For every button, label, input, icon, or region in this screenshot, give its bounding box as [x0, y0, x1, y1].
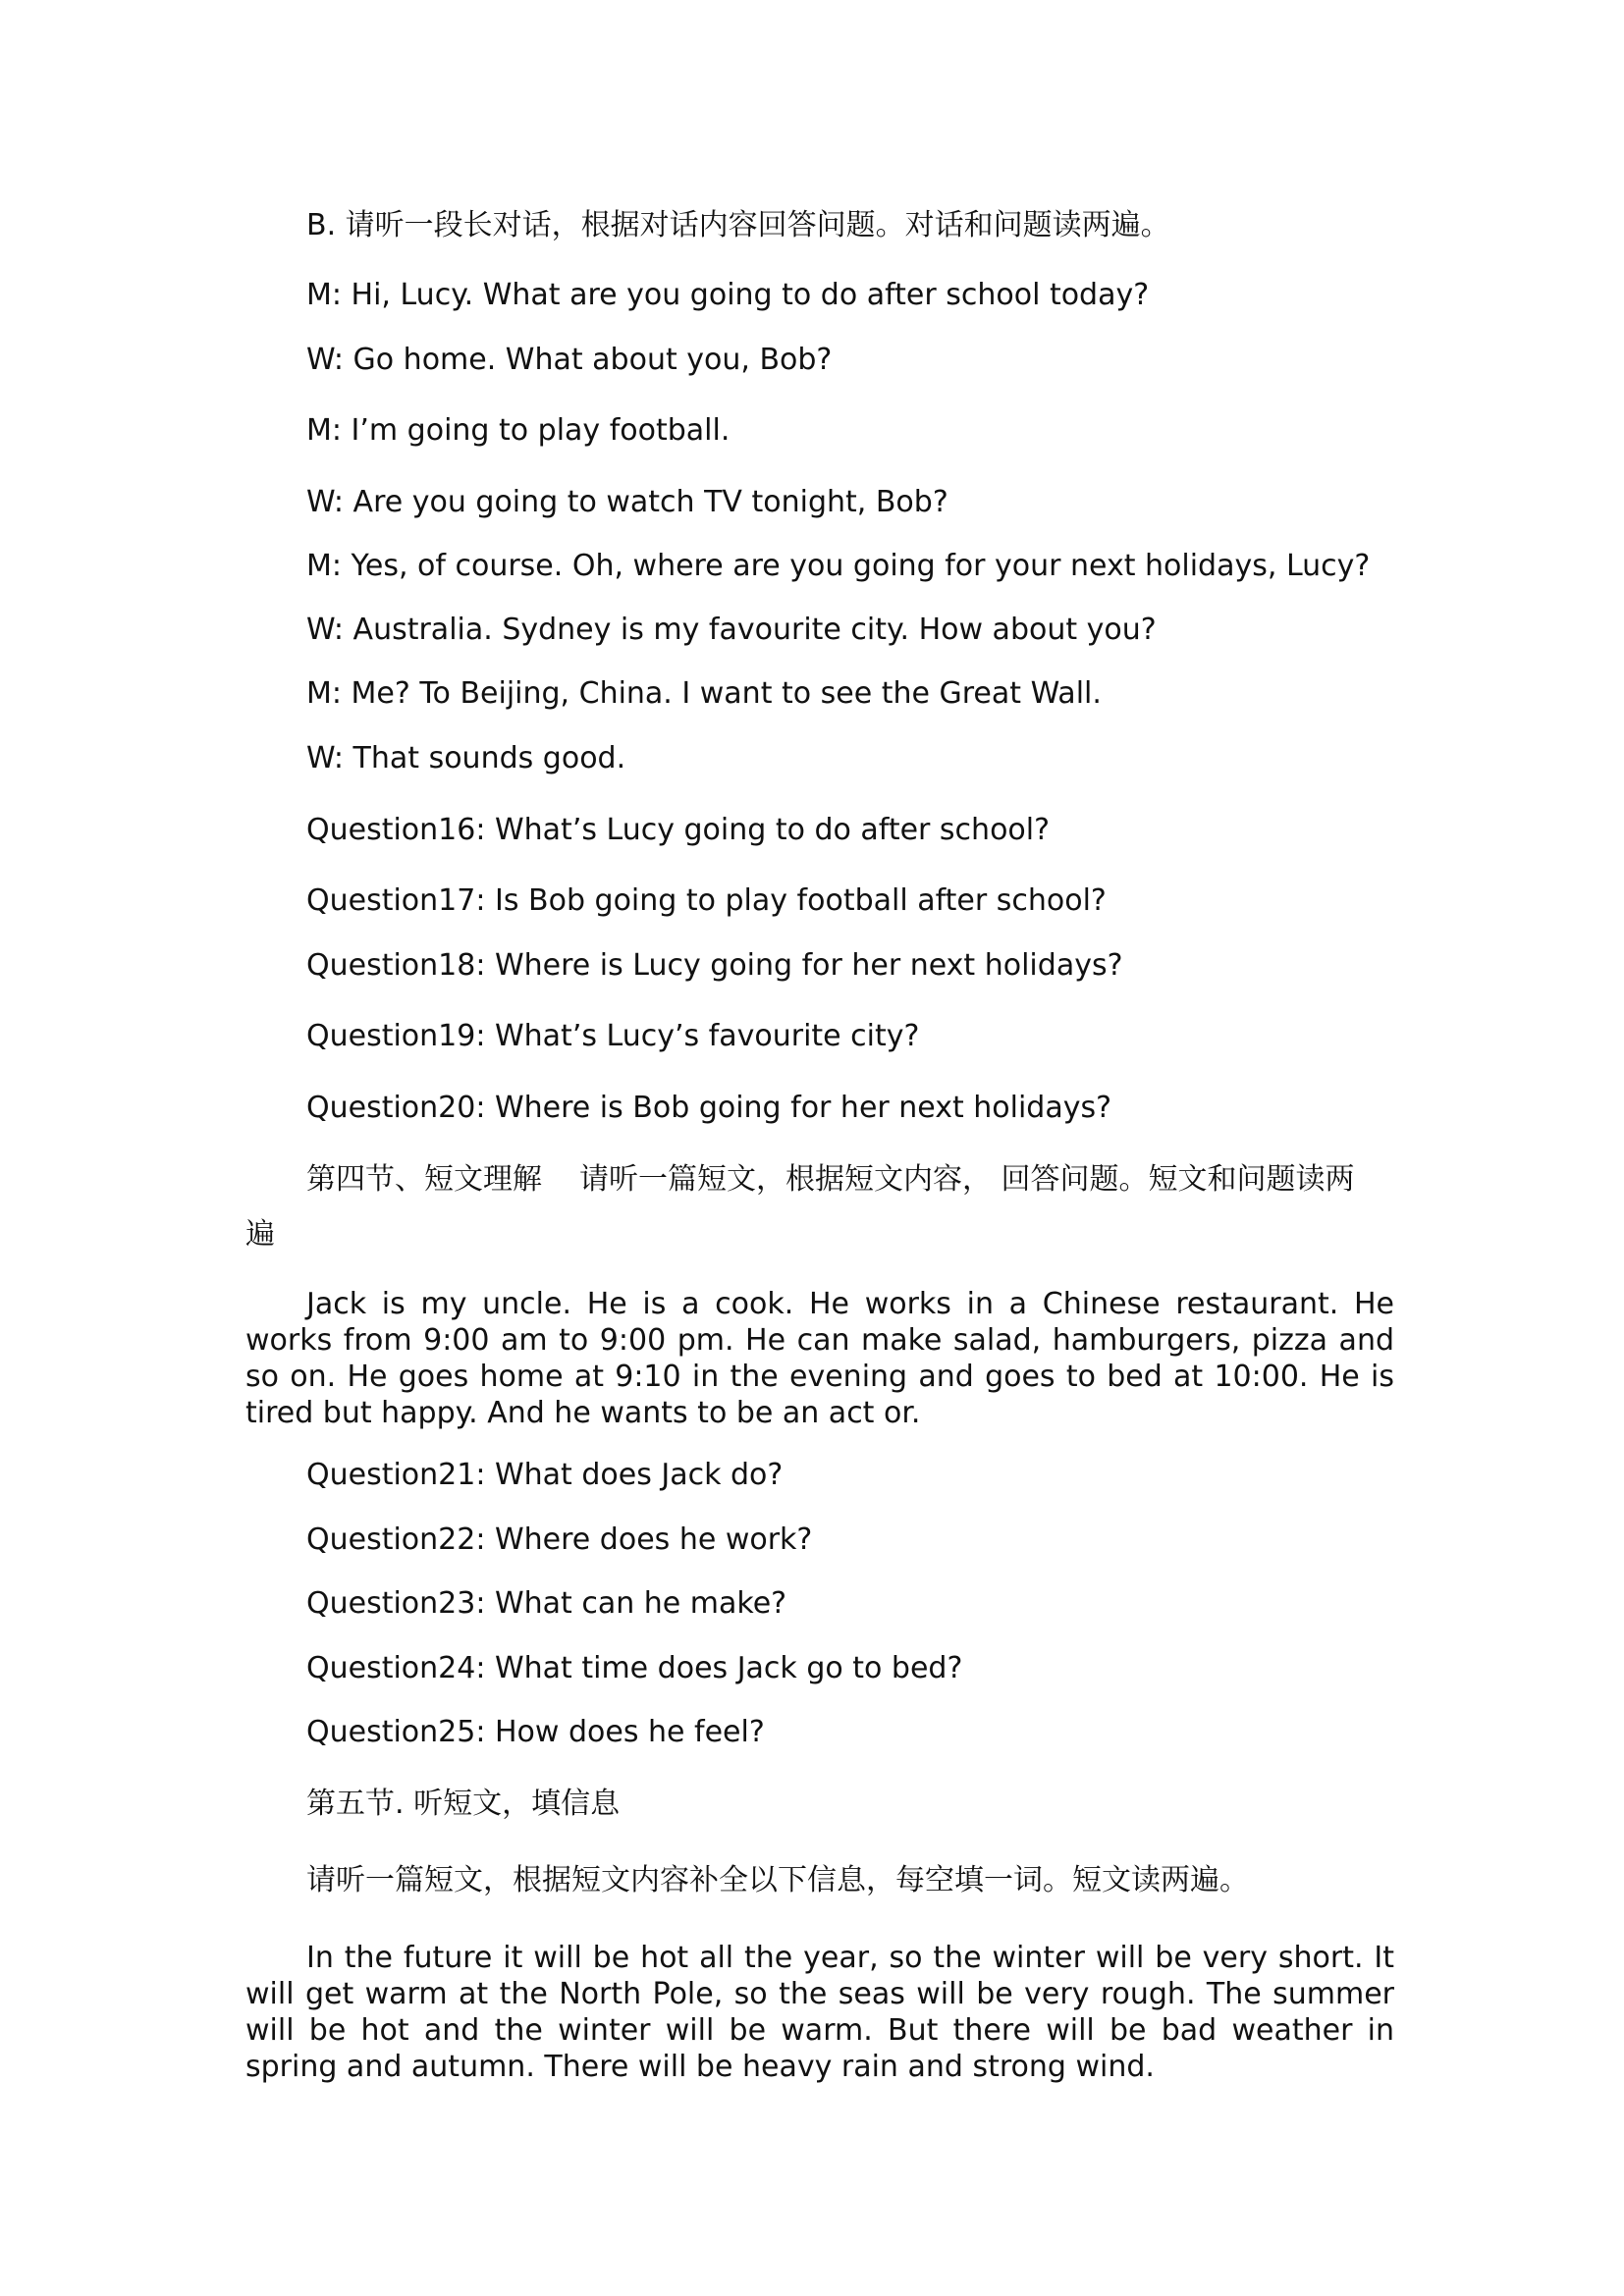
question-line: Question25: How does he feel?: [306, 1715, 765, 1749]
question-line: Question21: What does Jack do?: [306, 1458, 784, 1492]
section-5-instruction: 请听一篇短文，根据短文内容补全以下信息，每空填一词。短文读两遍。: [306, 1863, 1249, 1897]
dialogue-line: M: Hi, Lucy. What are you going to do after school today?: [306, 278, 1150, 312]
dialogue-line: W: Australia. Sydney is my favourite city. How about you?: [306, 613, 1157, 647]
question-line: Question17: Is Bob going to play football after school?: [306, 883, 1107, 918]
section-4-heading-continued: 遍: [245, 1217, 275, 1252]
dialogue-line: W: That sounds good.: [306, 741, 626, 775]
question-line: Question18: Where is Lucy going for her next holidays?: [306, 948, 1123, 983]
question-line: Question23: What can he make?: [306, 1586, 787, 1621]
dialogue-line: M: Yes, of course. Oh, where are you going for your next holidays, Lucy?: [306, 549, 1371, 583]
section-4-title: 第四节、短文理解: [306, 1162, 542, 1197]
dialogue-line: W: Go home. What about you, Bob?: [306, 343, 833, 377]
section-4-passage: Jack is my uncle. He is a cook. He works in a Chinese restaurant. He works from 9:00 am to 9:00 pm. He can make salad, hamburgers, pizza and so on. He goes home at 9:10 in the evening and goes to bed at 10:00. He is tired but happy. And he wants to be an act or.: [245, 1287, 1394, 1430]
section-5-passage: In the future it will be hot all the year, so the winter will be very short. It will get warm at the North Pole, so the seas will be very rough. The summer will be hot and the winter will be warm. But there will be bad weather in spring and autumn. There will be heavy rain and strong wind.: [245, 1941, 1394, 2084]
section-4-instruction: 请听一篇短文，根据短文内容， 回答问题。短文和问题读两: [579, 1162, 1355, 1197]
dialogue-line: M: Me? To Beijing, China. I want to see the Great Wall.: [306, 676, 1102, 711]
dialogue-line: W: Are you going to watch TV tonight, Bob?: [306, 485, 948, 519]
question-line: Question22: Where does he work?: [306, 1522, 813, 1557]
section-4-heading: [306, 1162, 1355, 1198]
question-line: Question20: Where is Bob going for her next holidays?: [306, 1091, 1112, 1125]
dialogue-line: M: I’m going to play football.: [306, 413, 731, 448]
section-5-heading: 第五节. 听短文，填信息: [306, 1787, 621, 1821]
question-line: Question24: What time does Jack go to bed?: [306, 1651, 963, 1685]
question-line: Question19: What’s Lucy’s favourite city?: [306, 1019, 920, 1053]
section-b-heading: B. 请听一段长对话，根据对话内容回答问题。对话和问题读两遍。: [306, 208, 1170, 242]
question-line: Question16: What’s Lucy going to do after school?: [306, 813, 1051, 847]
